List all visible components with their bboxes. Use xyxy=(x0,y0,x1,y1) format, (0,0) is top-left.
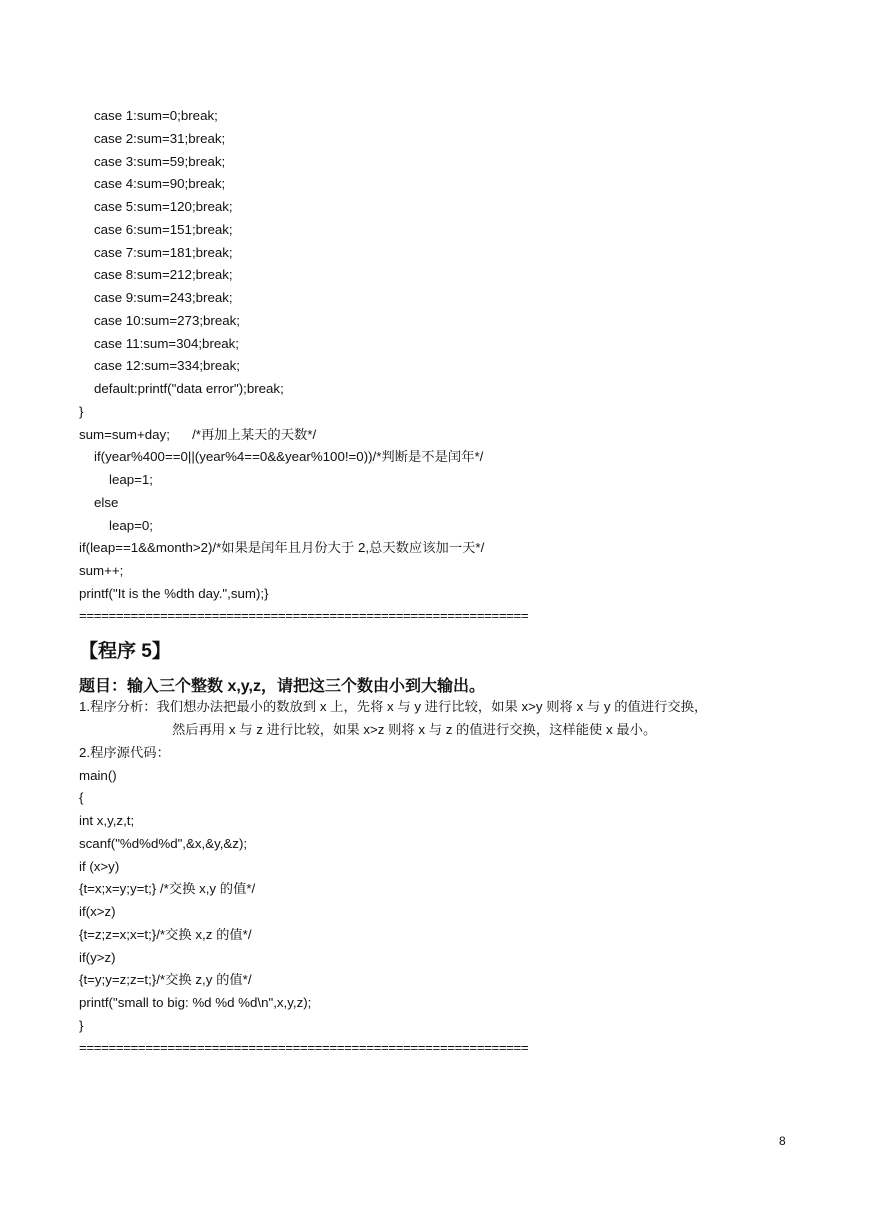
code-line: int x,y,z,t; xyxy=(79,813,135,828)
code-line: case 9:sum=243;break; xyxy=(94,290,233,305)
separator-line: ============================================================= xyxy=(79,1040,529,1055)
code-line: {t=z;z=x;x=t;}/*交换 x,z 的值*/ xyxy=(79,927,252,942)
code-line: main() xyxy=(79,768,117,783)
separator-line: ============================================================= xyxy=(79,608,529,623)
problem-title: 题目：输入三个整数 x,y,z，请把这三个数由小到大输出。 xyxy=(79,678,485,695)
code-line: { xyxy=(79,790,84,805)
code-line: else xyxy=(94,495,119,510)
code-line: {t=y;y=z;z=t;}/*交换 z,y 的值*/ xyxy=(79,972,252,987)
code-line: if(leap==1&&month>2)/*如果是闰年且月份大于 2,总天数应该加一天*/ xyxy=(79,540,485,555)
code-line: if(y>z) xyxy=(79,950,116,965)
code-line: if(year%400==0||(year%4==0&&year%100!=0))/*判断是不是闰年*/ xyxy=(94,449,484,464)
analysis-text-continued: 然后再用 x 与 z 进行比较，如果 x>z 则将 x 与 z 的值进行交换，这样能使 x 最小。 xyxy=(172,722,657,737)
code-line: case 7:sum=181;break; xyxy=(94,245,233,260)
code-line: printf("It is the %dth day.",sum);} xyxy=(79,586,269,601)
code-line: case 1:sum=0;break; xyxy=(94,108,218,123)
code-line: leap=1; xyxy=(109,472,153,487)
code-line: case 11:sum=304;break; xyxy=(94,336,239,351)
code-line: if (x>y) xyxy=(79,859,120,874)
code-line: case 5:sum=120;break; xyxy=(94,199,233,214)
code-line: printf("small to big: %d %d %d\n",x,y,z); xyxy=(79,995,312,1010)
code-line: if(x>z) xyxy=(79,904,116,919)
code-line: case 8:sum=212;break; xyxy=(94,267,233,282)
page-number: 8 xyxy=(779,1134,786,1148)
section-heading: 【程序 5】 xyxy=(79,641,171,662)
code-line: sum++; xyxy=(79,563,124,578)
code-line: default:printf("data error");break; xyxy=(94,381,284,396)
code-line: } xyxy=(79,1018,84,1033)
code-line: case 2:sum=31;break; xyxy=(94,131,226,146)
code-line: case 12:sum=334;break; xyxy=(94,358,240,373)
code-line: scanf("%d%d%d",&x,&y,&z); xyxy=(79,836,248,851)
code-line: case 3:sum=59;break; xyxy=(94,154,226,169)
code-line: leap=0; xyxy=(109,518,153,533)
code-line: case 10:sum=273;break; xyxy=(94,313,240,328)
code-line: } xyxy=(79,404,84,419)
code-line: case 6:sum=151;break; xyxy=(94,222,233,237)
code-line: {t=x;x=y;y=t;} /*交换 x,y 的值*/ xyxy=(79,881,256,896)
source-code-label: 2.程序源代码： xyxy=(79,745,170,760)
analysis-text: 1.程序分析：我们想办法把最小的数放到 x 上，先将 x 与 y 进行比较，如果 x>y 则将 x 与 y 的值进行交换， xyxy=(79,699,708,714)
code-line: sum=sum+day; /*再加上某天的天数*/ xyxy=(79,427,317,442)
code-line: case 4:sum=90;break; xyxy=(94,176,226,191)
